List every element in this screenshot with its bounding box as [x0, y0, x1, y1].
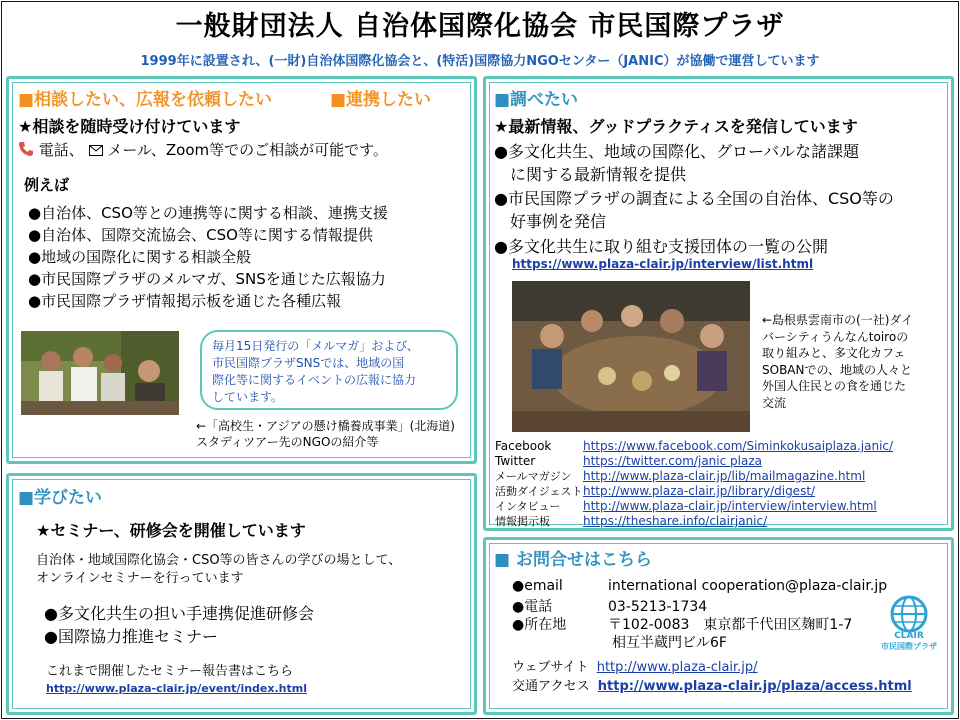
caption-line: SOBANでの、地域の人々と: [762, 362, 913, 377]
page-title: 一般財団法人 自治体国際化協会 市民国際プラザ: [175, 11, 785, 42]
sns-link-row: [495, 484, 893, 499]
caption-line: ←島根県雲南市の(一社)ダイ: [762, 313, 914, 327]
mailmag-callout: [200, 330, 458, 410]
phone-icon: [18, 141, 39, 159]
sns-label: インタビュー: [495, 500, 561, 513]
research-item: ●多文化共生に取り組む支援団体の一覧の公開: [494, 237, 828, 256]
sns-link-row: [495, 514, 893, 529]
sns-link-row: [495, 454, 893, 469]
caption-line: 取り組みと、多文化カフェ: [762, 346, 906, 360]
learn-heading: ■学びたい: [18, 488, 103, 508]
contact-label: ●電話: [512, 599, 553, 615]
consult-item: ●地域の国際化に関する相談全般: [28, 248, 252, 266]
research-item-cont: に関する最新情報を提供: [510, 165, 687, 184]
sns-label: 活動ダイジェスト: [495, 485, 583, 498]
board-link[interactable]: https://theshare.info/clairjanic/: [583, 514, 768, 528]
desc-line: オンラインセミナーを行っています: [36, 571, 244, 586]
cafe-photo: [512, 281, 750, 432]
research-lead: ★最新情報、グッドプラクティスを発信しています: [494, 117, 858, 136]
sns-label: Twitter: [495, 454, 536, 468]
logo-subtext: 市民国際プラザ: [881, 642, 937, 651]
access-link[interactable]: http://www.plaza-clair.jp/plaza/access.html: [597, 679, 912, 694]
interview-link[interactable]: http://www.plaza-clair.jp/interview/interview.html: [583, 499, 877, 513]
caption-line: 交流: [762, 395, 787, 410]
caption-line: スタディツアー先のNGOの紹介等: [196, 435, 379, 449]
collaborate-heading: ■連携したい: [330, 90, 432, 110]
research-heading: ■調べたい: [494, 90, 579, 110]
mail-icon: [84, 141, 108, 159]
caption-line: バーシティうんなんtoiroの: [762, 329, 909, 344]
contact-label: ●email: [512, 578, 563, 594]
consult-item: ●市民国際プラザのメルマガ、SNSを通じた広報協力: [28, 270, 386, 288]
caption-line: ←「高校生・アジアの懸け橋養成事業」(北海道): [196, 419, 455, 433]
contact-methods: [18, 139, 388, 160]
desc-line: 自治体・地域国際化協会・CSO等の皆さんの学びの場として、: [36, 553, 402, 568]
consult-heading: ■相談したい、広報を依頼したい: [18, 90, 273, 110]
logo-text: CLAIR: [894, 631, 924, 641]
sns-label: Facebook: [495, 439, 552, 453]
contact-address: 〒102-0083 東京都千代田区麹町1-7: [608, 617, 853, 633]
research-item: ●多文化共生、地域の国際化、グローバルな諸課題: [494, 142, 860, 161]
access-label: 交通アクセス: [512, 679, 590, 694]
contact-row-address: [512, 614, 852, 634]
contact-email[interactable]: international cooperation@plaza-clair.jp: [608, 578, 888, 594]
facebook-link[interactable]: https://www.facebook.com/Siminkokusaiplaza.janic/: [583, 439, 894, 453]
website-label: ウェブサイト: [512, 660, 589, 675]
consult-lead: ★相談を随時受け付けています: [18, 117, 241, 136]
report-label: これまで開催したセミナー報告書はこちら: [46, 664, 294, 679]
consult-item: ●市民国際プラザ情報掲示板を通じた各種広報: [28, 292, 342, 310]
seminar-item: ●国際協力推進セミナー: [44, 627, 218, 646]
seminar-item: ●多文化共生の担い手連携促進研修会: [44, 604, 314, 623]
contact-line-a: 電話、: [38, 141, 84, 159]
website-row: [512, 656, 758, 675]
consult-item: ●自治体、CSO等との連携等に関する相談、連携支援: [28, 204, 388, 222]
callout-line: しています。: [212, 390, 284, 404]
report-link[interactable]: http://www.plaza-clair.jp/event/index.html: [46, 682, 307, 695]
sns-link-row: [495, 439, 893, 454]
page-subtitle: 1999年に設置され、(一財)自治体国際化協会と、(特活)国際協力NGOセンター（JANIC）が協働で運営しています: [140, 54, 820, 69]
digest-link[interactable]: http://www.plaza-clair.jp/library/digest/: [583, 484, 816, 498]
sns-link-row: [495, 469, 893, 484]
contact-phone: 03-5213-1734: [608, 599, 708, 615]
photo2-caption: [762, 312, 913, 411]
contact-line-b: メール、Zoom等でのご相談が可能です。: [107, 141, 388, 159]
sns-label: 情報掲示板: [495, 515, 550, 528]
learn-desc: [36, 552, 401, 588]
contact-heading: ■ お問合せはこちら: [494, 550, 652, 570]
callout-line: 市民国際プラザSNSでは、地域の国: [212, 356, 405, 370]
mailmagazine-link[interactable]: http://www.plaza-clair.jp/lib/mailmagazine.html: [583, 469, 866, 483]
contact-address-line2: 相互半蔵門ビル6F: [612, 635, 727, 651]
research-item: ●市民国際プラザの調査による全国の自治体、CSO等の: [494, 189, 894, 208]
children-photo: [21, 331, 179, 415]
consult-item: ●自治体、国際交流協会、CSO等に関する情報提供: [28, 226, 373, 244]
website-link[interactable]: http://www.plaza-clair.jp/: [596, 660, 758, 675]
sns-link-row: [495, 499, 893, 514]
sns-label: メールマガジン: [495, 470, 572, 483]
photo1-caption: [196, 418, 455, 450]
twitter-link[interactable]: https://twitter.com/janic plaza: [583, 454, 762, 468]
contact-label: ●所在地: [512, 617, 567, 633]
support-list-link[interactable]: https://www.plaza-clair.jp/interview/list.html: [512, 257, 814, 271]
learn-lead: ★セミナー、研修会を開催しています: [36, 521, 306, 540]
access-row: [512, 675, 912, 694]
examples-label: 例えば: [24, 176, 70, 194]
caption-line: 外国人住民との食を通じた: [762, 379, 907, 393]
sns-links-table: [495, 439, 893, 529]
callout-line: 際化等に関するイベントの広報に協力: [212, 373, 417, 387]
contact-row-email: [512, 578, 920, 594]
callout-line: 毎月15日発行の「メルマガ」および、: [212, 339, 419, 353]
clair-logo: [880, 593, 938, 651]
contact-row-phone: [512, 596, 707, 616]
research-item-cont: 好事例を発信: [510, 212, 607, 231]
